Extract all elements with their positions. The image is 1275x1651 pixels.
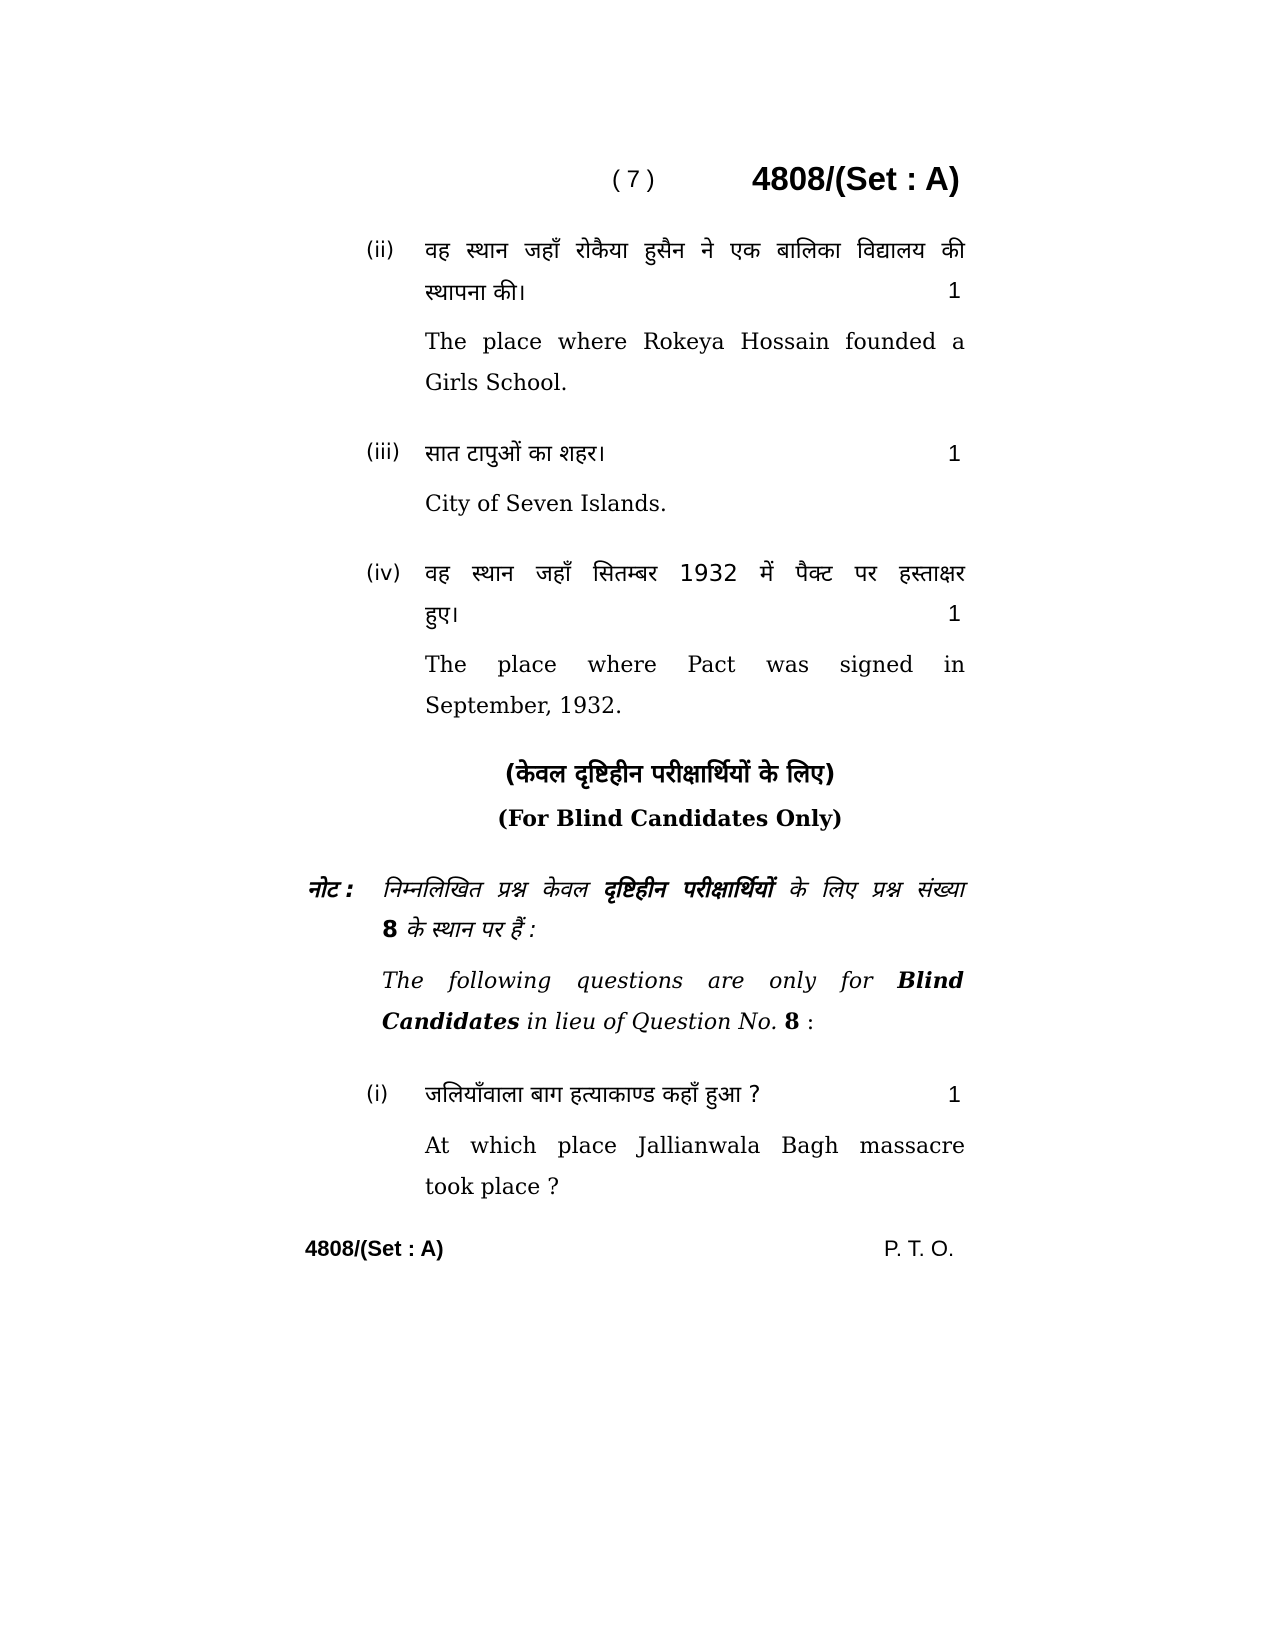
question-iv-hindi-line1: वह स्थान जहाँ सितम्बर 1932 में पैक्ट पर हस्ताक्षर	[425, 561, 965, 587]
note-english-line1	[382, 968, 964, 994]
question-iv-english-line2: September, 1932.	[425, 694, 623, 719]
blind-question-label-i: (i)	[366, 1082, 389, 1106]
paper-code-footer: 4808/(Set : A)	[305, 1236, 444, 1261]
blind-section-english-title: (For Blind Candidates Only)	[497, 806, 843, 832]
page-number: ( 7 )	[612, 166, 655, 193]
note-english-part1: The following questions are only for	[382, 969, 873, 994]
question-iii-english-line1: City of Seven Islands.	[425, 492, 667, 517]
blind-question-hindi-line1: जलियाँवाला बाग हत्याकाण्ड कहाँ हुआ ?	[425, 1082, 761, 1108]
note-english-part2: in lieu of Question No.	[526, 1010, 778, 1035]
question-ii-marks: 1	[948, 277, 961, 303]
note-english-bold2: Candidates	[382, 1009, 520, 1035]
blind-question-english-line1: At which place Jallianwala Bagh massacre	[425, 1134, 965, 1159]
question-iv-marks: 1	[948, 600, 961, 626]
blind-question-marks: 1	[948, 1081, 961, 1107]
question-ii-hindi-line1: वह स्थान जहाँ रोकैया हुसैन ने एक बालिका विद्यालय की	[425, 238, 965, 264]
question-iii-hindi-line1: सात टापुओं का शहर।	[425, 441, 606, 467]
blind-question-english-line2: took place ?	[425, 1175, 560, 1200]
question-ii-english-line1: The place where Rokeya Hossain founded a	[425, 330, 965, 355]
paper-code-header: 4808/(Set : A)	[752, 160, 960, 197]
note-hindi-part1: निम्नलिखित प्रश्न केवल	[382, 877, 588, 903]
note-hindi-line1	[382, 872, 964, 904]
note-hindi-number: 8	[382, 917, 399, 943]
note-english-colon: :	[806, 1010, 815, 1035]
question-label-iii: (iii)	[366, 440, 400, 464]
question-label-iv: (iv)	[366, 561, 401, 585]
blind-section-hindi-title: (केवल दृष्टिहीन परीक्षार्थियों के लिए)	[504, 759, 836, 788]
question-ii-hindi-line2: स्थापना की।	[425, 280, 526, 306]
question-ii-english-line2: Girls School.	[425, 371, 568, 396]
note-english-line2	[382, 1009, 814, 1035]
pto-text: P. T. O.	[884, 1236, 955, 1261]
note-english-number: 8	[784, 1009, 800, 1035]
note-label: नोट :	[307, 877, 355, 903]
note-hindi-part3: के स्थान पर हैं :	[405, 917, 537, 943]
note-hindi-bold: दृष्टिहीन परीक्षार्थियों	[602, 877, 773, 903]
question-iii-marks: 1	[948, 440, 961, 466]
question-iv-english-line1: The place where Pact was signed in	[425, 653, 965, 678]
note-english-bold1: Blind	[897, 968, 965, 994]
note-hindi-line2	[382, 912, 537, 944]
question-iv-hindi-line2: हुए।	[425, 602, 459, 628]
question-label-ii: (ii)	[366, 238, 395, 262]
note-hindi-part2: के लिए प्रश्न संख्या	[787, 877, 965, 903]
